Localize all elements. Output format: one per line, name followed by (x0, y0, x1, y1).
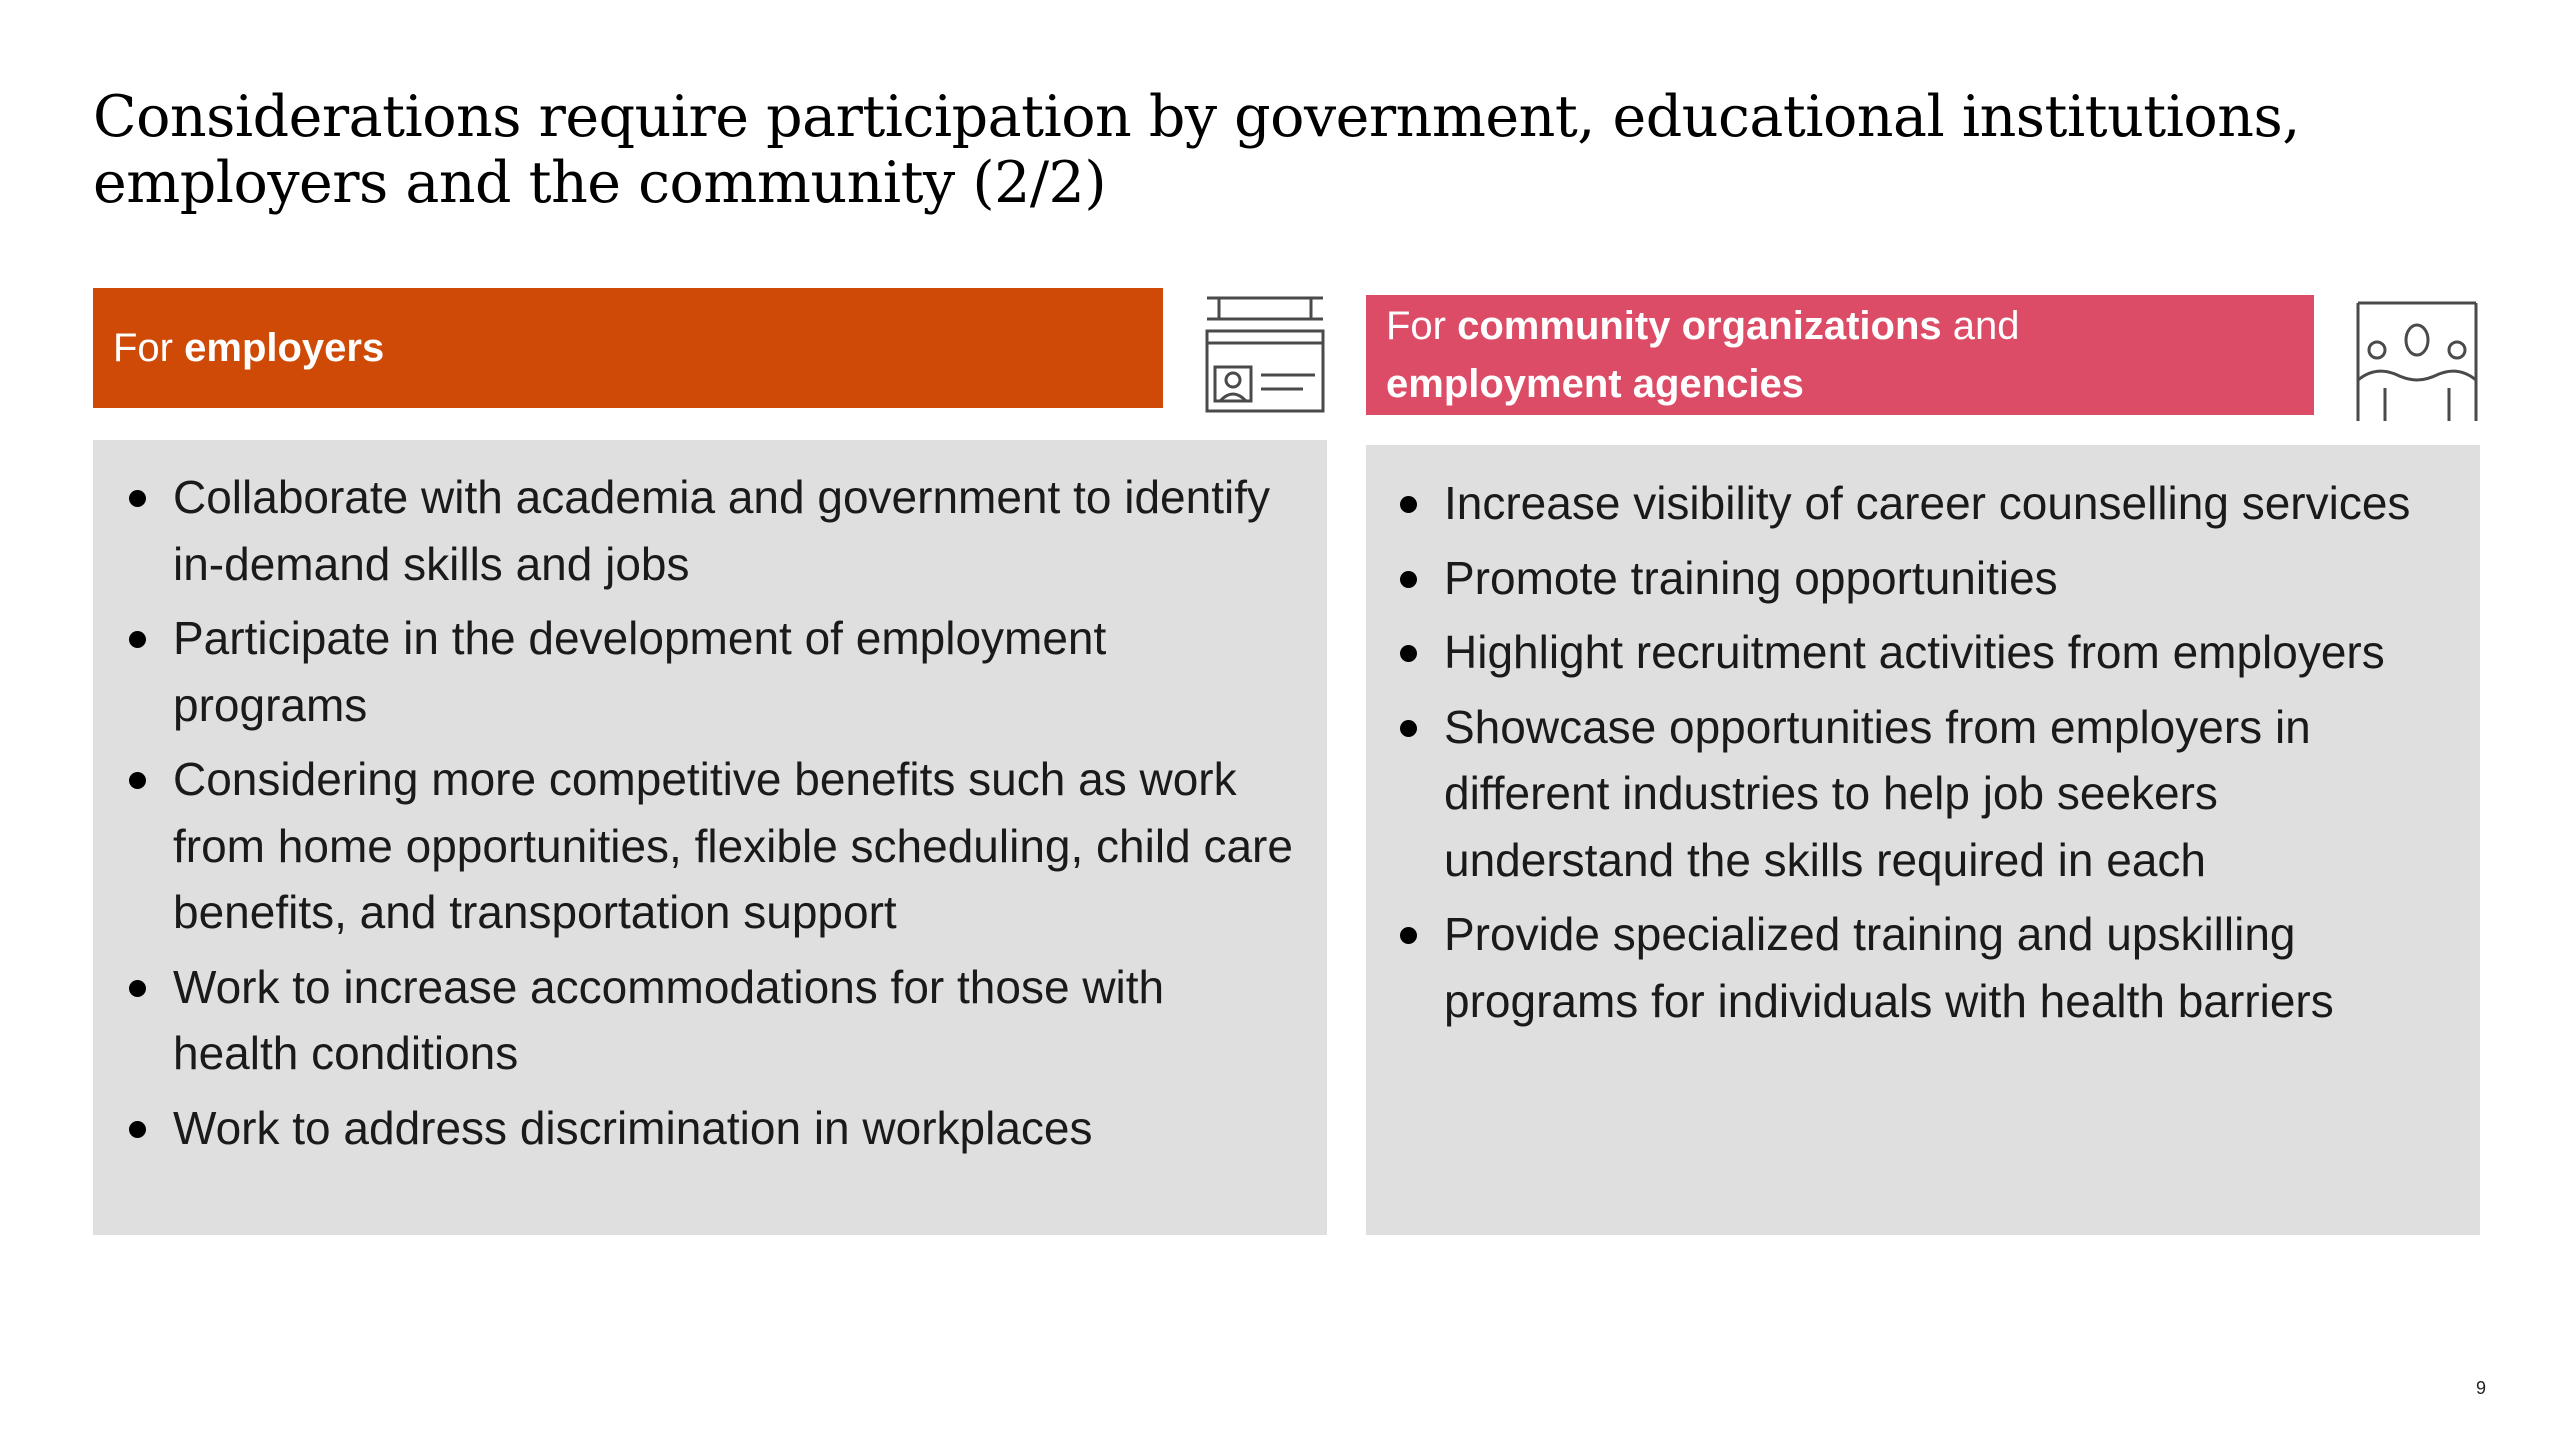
employers-header-bold: employers (184, 326, 385, 370)
list-item: Showcase opportunities from employers in different industries to help job seekers understand the skills required in each (1394, 694, 2460, 894)
list-item: Considering more competitive benefits such as work from home opportunities, flexible scheduling, child care benefits, and transportation support (123, 746, 1297, 946)
community-header-mid: and (1941, 304, 2020, 348)
community-header-bold-2: employment agencies (1386, 362, 1804, 406)
list-item: Participate in the development of employment programs (123, 605, 1297, 738)
page-number: 9 (2475, 1378, 2486, 1398)
employers-panel (93, 440, 1327, 1235)
community-header-bold-1: community organizations (1457, 304, 1942, 348)
list-item: Work to increase accommodations for those with health conditions (123, 954, 1297, 1087)
list-item: Increase visibility of career counselling services (1394, 470, 2460, 537)
employers-header-prefix: For (113, 326, 185, 370)
slide-title: Considerations require participation by government, educational institutions, employers and the community (2/2) (93, 84, 2300, 216)
people-group-icon (2355, 300, 2479, 424)
list-item: Provide specialized training and upskilling programs for individuals with health barriers (1394, 901, 2460, 1034)
id-card-icon (1203, 295, 1327, 415)
list-item: Promote training opportunities (1394, 545, 2460, 612)
community-list (1394, 470, 2460, 1034)
community-header (1366, 295, 2314, 415)
community-header-text (1386, 297, 2019, 413)
employers-list (123, 464, 1297, 1161)
employers-header-text (113, 319, 384, 377)
list-item: Work to address discrimination in workplaces (123, 1095, 1297, 1162)
list-item: Highlight recruitment activities from employers (1394, 619, 2460, 686)
community-header-prefix: For (1386, 304, 1458, 348)
employers-header (93, 288, 1163, 408)
community-panel (1366, 445, 2480, 1235)
list-item: Collaborate with academia and government to identify in-demand skills and jobs (123, 464, 1297, 597)
